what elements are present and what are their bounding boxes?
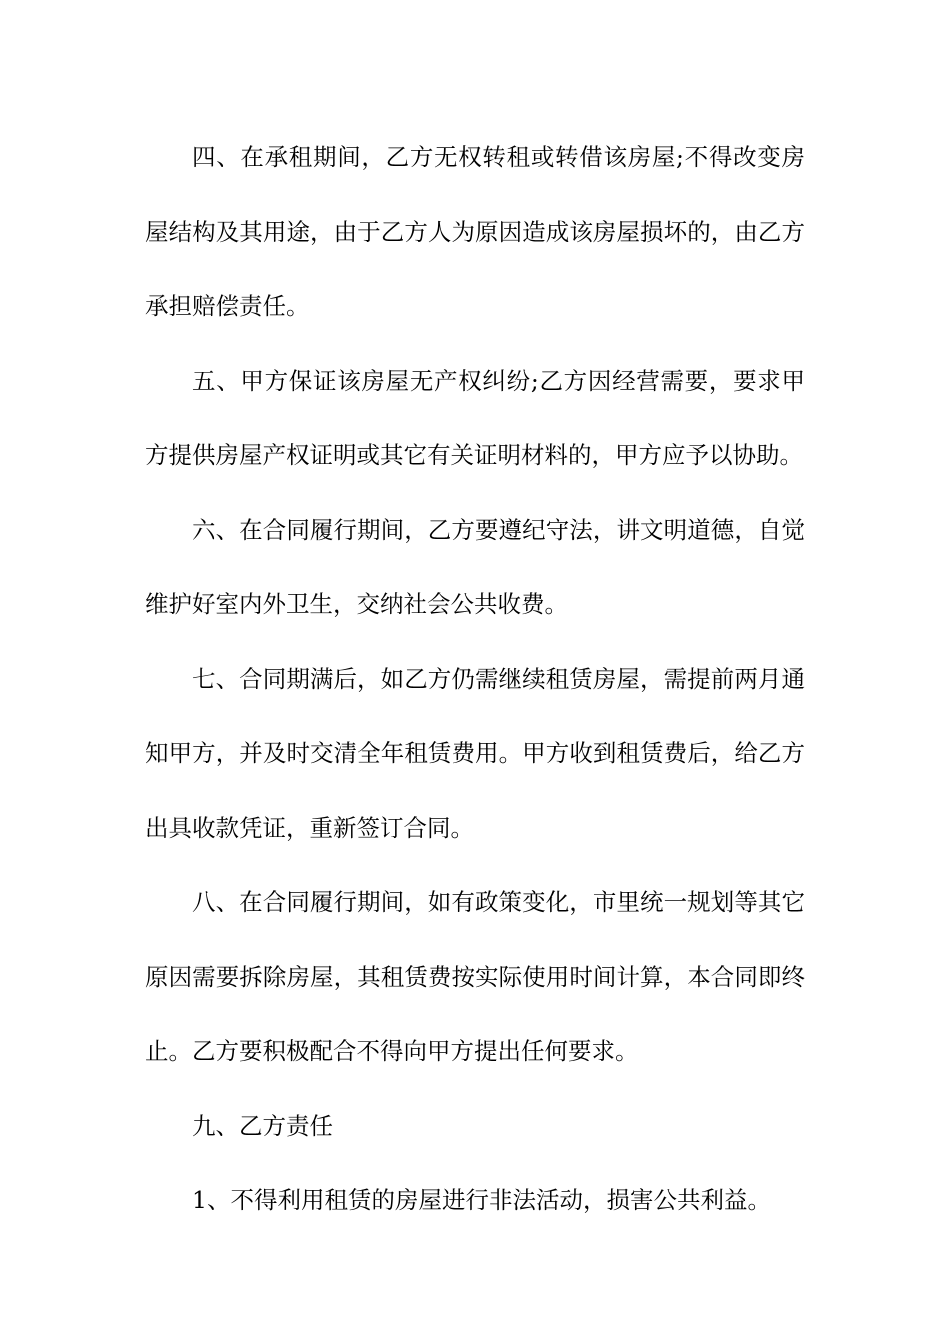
clause-9-heading: 九、乙方责任 [192,1111,333,1140]
clause-7-paragraph: 七、合同期满后，如乙方仍需继续租赁房屋，需提前两月通知甲方，并及时交清全年租赁费用。甲方收到租赁费后，给乙方出具收款凭证，重新签订合同。 [145,664,805,842]
clause-8-paragraph: 八、在合同履行期间，如有政策变化，市里统一规划等其它原因需要拆除房屋，其租赁费按实际使用时间计算，本合同即终止。乙方要积极配合不得向甲方提出任何要求。 [145,888,805,1065]
clause-4-paragraph: 四、在承租期间，乙方无权转租或转借该房屋;不得改变房屋结构及其用途，由于乙方人为原因造成该房屋损坏的，由乙方承担赔偿责任。 [145,143,805,320]
clause-9-item-1: 1、不得利用租赁的房屋进行非法活动，损害公共利益。 [192,1186,771,1214]
clause-5-paragraph: 五、甲方保证该房屋无产权纠纷;乙方因经营需要，要求甲方提供房屋产权证明或其它有关证明材料的，甲方应予以协助。 [145,366,805,469]
document-body [145,120,805,1238]
clause-6-paragraph: 六、在合同履行期间，乙方要遵纪守法，讲文明道德，自觉维护好室内外卫生，交纳社会公共收费。 [145,515,805,618]
